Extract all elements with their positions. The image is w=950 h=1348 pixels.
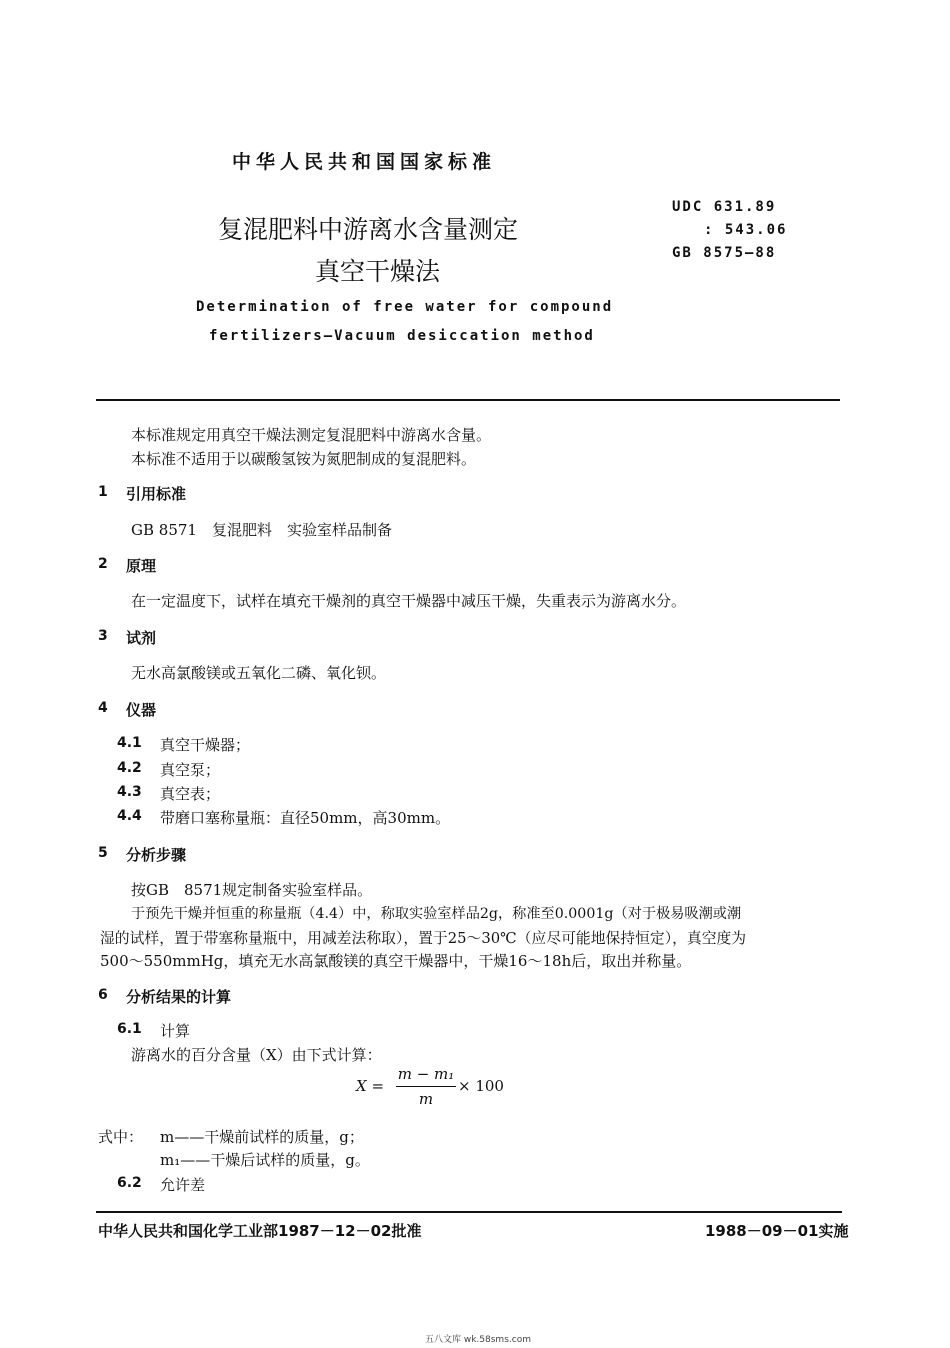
formula-rhs: × 100 bbox=[458, 1077, 504, 1095]
item-4-2-number: 4.2 bbox=[117, 760, 142, 776]
where-m1: m₁——干燥后试样的质量，g。 bbox=[160, 1151, 370, 1169]
section-3-title: 试剂 bbox=[126, 629, 157, 647]
where-m: m——干燥前试样的质量，g； bbox=[160, 1128, 364, 1146]
footer-divider bbox=[96, 1211, 842, 1213]
item-4-4-text: 带磨口塞称量瓶：直径50mm，高30mm。 bbox=[160, 809, 451, 827]
where-label: 式中： bbox=[98, 1128, 144, 1146]
section-6-title: 分析结果的计算 bbox=[126, 988, 232, 1006]
intro-line1: 本标准规定用真空干燥法测定复混肥料中游离水含量。 bbox=[131, 426, 492, 444]
subsection-6-1-title: 计算 bbox=[160, 1022, 191, 1040]
item-4-4-number: 4.4 bbox=[117, 808, 142, 824]
subsection-6-2-title: 允许差 bbox=[160, 1176, 206, 1194]
footer-effective: 1988－09－01实施 bbox=[705, 1222, 849, 1240]
section-4-number: 4 bbox=[98, 700, 108, 716]
section-5-line3: 湿的试样，置于带塞称量瓶中，用减差法称取），置于25～30℃（应尽可能地保持恒定），真空度为 bbox=[100, 930, 747, 947]
watermark: 五八文库 wk.58sms.com bbox=[425, 1335, 531, 1345]
section-6-number: 6 bbox=[98, 987, 108, 1003]
item-4-3-text: 真空表； bbox=[160, 785, 221, 803]
section-5-line1: 按GB 8571规定制备实验室样品。 bbox=[131, 881, 373, 899]
section-4-title: 仪器 bbox=[126, 701, 157, 719]
section-1-number: 1 bbox=[98, 484, 108, 500]
footer-approved: 中华人民共和国化学工业部1987－12－02批准 bbox=[98, 1222, 422, 1240]
udc-code: UDC 631.89 bbox=[672, 199, 777, 215]
formula-fraction-bar bbox=[396, 1086, 456, 1087]
header-divider bbox=[96, 399, 840, 401]
section-3-body: 无水高氯酸镁或五氧化二磷、氧化钡。 bbox=[131, 664, 387, 682]
section-5-line2: 于预先干燥并恒重的称量瓶（4.4）中，称取实验室样品2g，称准至0.0001g（对于极易吸潮或潮 bbox=[131, 906, 742, 922]
section-3-number: 3 bbox=[98, 628, 108, 644]
udc-code-sub: : 543.06 bbox=[704, 222, 788, 238]
item-4-1-text: 真空干燥器； bbox=[160, 736, 251, 754]
formula-lhs: X = bbox=[356, 1077, 385, 1095]
section-5-line4: 500～550mmHg，填充无水高氯酸镁的真空干燥器中，干燥16～18h后，取出并称量。 bbox=[100, 952, 692, 970]
formula-denominator: m bbox=[418, 1090, 434, 1108]
title-english-line2: fertilizers—Vacuum desiccation method bbox=[209, 328, 595, 344]
subsection-6-1-number: 6.1 bbox=[117, 1021, 142, 1037]
section-2-title: 原理 bbox=[126, 557, 157, 575]
intro-line2: 本标准不适用于以碳酸氢铵为氮肥制成的复混肥料。 bbox=[131, 450, 477, 468]
subsection-6-1-text: 游离水的百分含量（X）由下式计算： bbox=[131, 1046, 382, 1064]
title-chinese-line1: 复混肥料中游离水含量测定 bbox=[218, 215, 519, 244]
section-2-body: 在一定温度下，试样在填充干燥剂的真空干燥器中减压干燥，失重表示为游离水分。 bbox=[131, 592, 687, 610]
title-chinese-line2: 真空干燥法 bbox=[315, 257, 441, 286]
section-1-title: 引用标准 bbox=[126, 485, 187, 503]
item-4-1-number: 4.1 bbox=[117, 735, 142, 751]
gb-code: GB 8575—88 bbox=[672, 245, 777, 261]
subsection-6-2-number: 6.2 bbox=[117, 1175, 142, 1191]
formula-numerator: m − m₁ bbox=[397, 1065, 455, 1083]
section-2-number: 2 bbox=[98, 556, 108, 572]
section-5-title: 分析步骤 bbox=[126, 846, 187, 864]
section-1-body: GB 8571 复混肥料 实验室样品制备 bbox=[131, 521, 392, 539]
item-4-3-number: 4.3 bbox=[117, 784, 142, 800]
title-english-line1: Determination of free water for compound bbox=[196, 299, 614, 315]
item-4-2-text: 真空泵； bbox=[160, 761, 221, 779]
standard-org-heading: 中华人民共和国国家标准 bbox=[232, 151, 497, 173]
section-5-number: 5 bbox=[98, 845, 108, 861]
